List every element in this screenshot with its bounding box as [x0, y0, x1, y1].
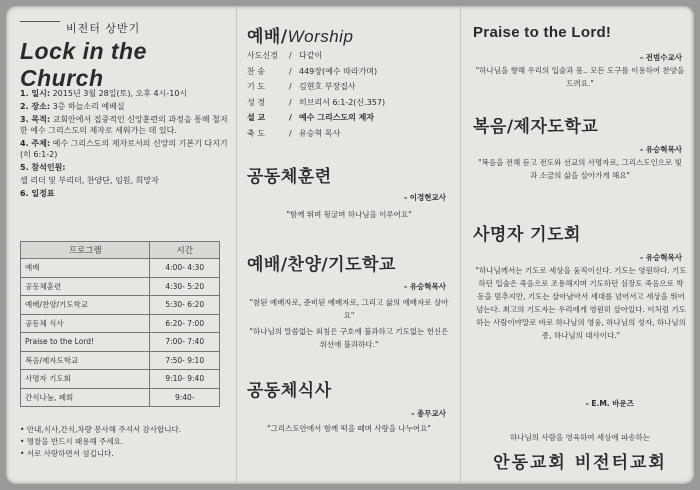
info-item — [20, 88, 232, 99]
order-row — [247, 95, 455, 111]
order-row — [247, 64, 455, 80]
schedule-program: 복음/제자도학교 — [21, 351, 150, 370]
info-text: 2015년 3월 28일(토), 오후 4시-10시 — [52, 89, 188, 98]
order-value: 예수 그리스도의 제자 — [299, 113, 375, 122]
info-label: 3. 목적: — [20, 115, 51, 124]
info-text: 교회안에서 집중적인 신앙훈련의 과정을 통해 철저한 예수 그리스도의 제자로 세워가는 데 있다. — [20, 115, 228, 135]
divider — [20, 21, 60, 22]
worship-school-title: 예배/찬양/기도학교 — [247, 255, 396, 275]
table-row — [21, 259, 220, 278]
order-row — [247, 48, 455, 64]
prayer-meeting-leader: - 유승혁목사 — [640, 253, 682, 262]
info-item — [20, 188, 232, 199]
column-sessions — [236, 6, 458, 484]
info-label: 5. 참석인원: — [20, 163, 66, 172]
praise-leader: - 전범수교사 — [640, 53, 682, 62]
order-value: 김현호 부장집사 — [299, 82, 356, 91]
community-meal-quote: "그리스도안에서 함께 떡을 떼며 사랑을 나누어요" — [267, 424, 431, 433]
order-value: 히브리서 6:1-2(신.357) — [299, 97, 386, 107]
worship-school-quote-2: "하나님의 말씀없는 외침은 구호에 불과하고 기도없는 헌신은 위선에 불과하다." — [249, 327, 449, 349]
column-evening — [460, 6, 694, 484]
schedule-program: 예배 — [21, 259, 150, 278]
order-value: 다같이 — [299, 51, 323, 60]
notes-list — [20, 424, 232, 460]
info-label: 6. 일정표 — [20, 189, 55, 198]
table-row — [21, 277, 220, 296]
gospel-school-quote: "복음을 전해 듣고 전도와 선교의 사명자로, 그리스도인으로 빛과 소금의 삶을 살아가게 해요" — [478, 158, 682, 180]
info-text: 셀 리더 및 부리더, 찬양단, 임원, 희망자 — [20, 176, 159, 185]
schedule-program: 공동체훈련 — [21, 277, 150, 296]
note-item: • 명찰을 반드시 패용해 주세요. — [20, 437, 124, 446]
community-training-title: 공동체훈련 — [247, 167, 332, 187]
note-item: • 서로 사랑하면서 섬깁니다. — [20, 449, 114, 458]
prayer-meeting-title: 사명자 기도회 — [473, 225, 581, 245]
order-item: 찬 송 — [247, 66, 265, 76]
church-name: 안동교회 비전터교회 — [493, 453, 667, 473]
order-item: 축 도 — [247, 128, 265, 138]
order-row — [247, 79, 455, 95]
schedule-time: 6:20- 7:00 — [150, 314, 220, 333]
schedule-time: 4:30- 5:20 — [150, 277, 220, 296]
church-slogan: 하나님의 사람을 영육하여 세상에 파송하는 — [510, 433, 650, 442]
schedule-header-time: 시간 — [150, 242, 220, 259]
schedule-time: 5:30- 6:20 — [150, 296, 220, 315]
info-text: 예수 그리스도의 제자로서의 신앙의 기본기 다지기(히 6:1-2) — [20, 139, 228, 159]
note-item: • 안내,식사,간식,차량 봉사해 주셔서 감사합니다. — [20, 425, 182, 434]
info-item — [20, 114, 232, 136]
table-row — [21, 333, 220, 352]
separator: / — [289, 128, 292, 138]
order-item: 설 교 — [247, 113, 266, 122]
quote-author: - E.M. 바운즈 — [585, 399, 634, 408]
info-label: 4. 주제: — [20, 139, 51, 148]
order-item: 기 도 — [247, 82, 265, 91]
schedule-table — [20, 241, 220, 407]
schedule-time: 9:10- 9:40 — [150, 370, 220, 389]
info-text: 3층 하늘소리 예배실 — [52, 102, 125, 111]
page-title: Lock in the Church — [20, 38, 147, 91]
info-item — [20, 101, 232, 112]
order-value: 449장(예수 따라가며) — [299, 66, 378, 76]
gospel-school-title: 복음/제자도학교 — [473, 117, 599, 137]
schedule-program: 공동체 식사 — [21, 314, 150, 333]
brand-label: 비전터 상반기 — [66, 22, 141, 35]
worship-order — [247, 48, 455, 141]
table-row — [21, 388, 220, 407]
order-row — [247, 110, 455, 126]
worship-title: 예배/Worship — [247, 27, 354, 47]
separator: / — [289, 66, 292, 76]
worship-school-quote: "참된 예배자로, 준비된 예배자로, 그리고 삶의 예배자로 살아요" — [249, 298, 449, 320]
schedule-program: Praise to the Lord! — [21, 333, 150, 352]
separator: / — [289, 82, 292, 91]
info-item — [20, 162, 232, 173]
praise-quote: "하나님을 향해 우리의 입술과 몸.. 모든 도구를 이용하여 찬양을 드려요." — [475, 66, 685, 88]
worship-school-leader: - 유승혁목사 — [404, 282, 446, 291]
schedule-program: 간식나눔, 폐회 — [21, 388, 150, 407]
schedule-header-program: 프로그램 — [21, 242, 150, 259]
schedule-program: 예배/찬양/기도학교 — [21, 296, 150, 315]
praise-title: Praise to the Lord! — [473, 24, 612, 41]
community-meal-leader: - 총무교사 — [411, 409, 446, 418]
order-item: 성 경 — [247, 97, 265, 107]
info-item — [20, 175, 232, 186]
info-label: 2. 장소: — [20, 102, 51, 111]
handout-sheet — [6, 6, 694, 484]
community-training-leader: - 이경현교사 — [404, 193, 446, 202]
schedule-time: 4:00- 4:30 — [150, 259, 220, 278]
schedule-time: 7:50- 9:10 — [150, 351, 220, 370]
order-value: 유승혁 목사 — [299, 128, 341, 138]
table-row — [21, 351, 220, 370]
event-info — [20, 88, 232, 201]
order-row — [247, 126, 455, 142]
schedule-program: 사명자 기도회 — [21, 370, 150, 389]
column-overview — [6, 6, 234, 484]
table-row — [21, 296, 220, 315]
community-training-quote: "함께 뛰며 뒹굴며 하나님을 이루어요" — [286, 210, 412, 219]
order-item: 사도신경 — [247, 51, 278, 60]
info-item — [20, 138, 232, 160]
table-row — [21, 314, 220, 333]
separator: / — [289, 113, 292, 122]
community-meal-title: 공동체식사 — [247, 381, 332, 401]
separator: / — [289, 51, 292, 60]
schedule-time: 9:40- — [150, 388, 220, 407]
table-row — [21, 370, 220, 389]
separator: / — [289, 97, 292, 107]
info-label: 1. 일시: — [20, 89, 51, 98]
prayer-meeting-quote: "하나님께서는 기도로 세상을 움직이신다. 기도는 영원하다. 기도하던 입술은 죽음으로 조용해지며 기도하던 심장도 죽음으로 박동을 멈추지만, 기도는 살아남아서 세대를 넘어서고 세상을 뛰어 넘는다. 최고의 기도자는 우리에게 영원히 살아있다. 이처럼 기도하는 사람이야말로 바로 하나님의 영웅, 하나님의 성자, 하나님의 종, 하나님의 대사이다." — [475, 266, 687, 340]
schedule-time: 7:00- 7:40 — [150, 333, 220, 352]
gospel-school-leader: - 유승혁목사 — [640, 145, 682, 154]
